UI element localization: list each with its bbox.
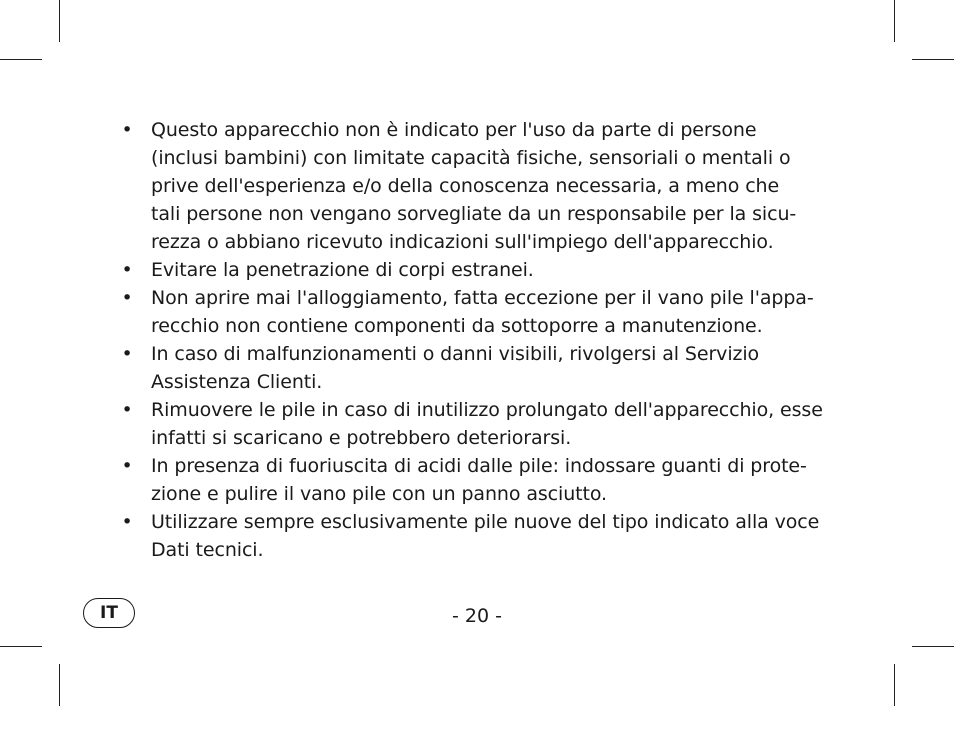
page-number: - 20 - bbox=[452, 605, 502, 627]
crop-mark-bottom-right-horizontal bbox=[912, 646, 954, 647]
list-item bbox=[121, 396, 841, 452]
bullet-text-line: tali persone non vengano sorvegliate da un responsabile per la sicu- bbox=[151, 203, 797, 225]
language-badge: IT bbox=[83, 598, 135, 628]
list-item bbox=[121, 256, 841, 284]
list-item bbox=[121, 452, 841, 508]
bullet-glyph: • bbox=[121, 287, 133, 309]
bullet-text-line: prive dell'esperienza e/o della conoscenza necessaria, a meno che bbox=[151, 175, 780, 197]
bullet-text-line: In presenza di fuoriuscita di acidi dalle pile: indossare guanti di prote- bbox=[151, 455, 807, 477]
bullet-glyph: • bbox=[121, 259, 133, 281]
bullet-text-line: (inclusi bambini) con limitate capacità fisiche, sensoriali o mentali o bbox=[151, 147, 791, 169]
bullet-glyph: • bbox=[121, 119, 133, 141]
crop-mark-bottom-left-vertical bbox=[59, 664, 60, 706]
bullet-text-line: infatti si scaricano e potrebbero deteriorarsi. bbox=[151, 427, 572, 449]
crop-mark-bottom-right-vertical bbox=[894, 664, 895, 706]
crop-mark-top-left-vertical bbox=[59, 0, 60, 42]
crop-mark-top-right-horizontal bbox=[912, 59, 954, 60]
crop-mark-top-left-horizontal bbox=[0, 59, 42, 60]
bullet-text-line: recchio non contiene componenti da sottoporre a manutenzione. bbox=[151, 315, 763, 337]
list-item bbox=[121, 116, 841, 256]
bullet-glyph: • bbox=[121, 343, 133, 365]
bullet-glyph: • bbox=[121, 455, 133, 477]
list-item bbox=[121, 508, 841, 564]
bullet-text-line: Assistenza Clienti. bbox=[151, 371, 323, 393]
bullet-text-line: zione e pulire il vano pile con un panno asciutto. bbox=[151, 483, 607, 505]
list-item bbox=[121, 340, 841, 396]
bullet-glyph: • bbox=[121, 399, 133, 421]
bullet-text-line: Dati tecnici. bbox=[151, 539, 264, 561]
bullet-glyph: • bbox=[121, 511, 133, 533]
safety-instructions bbox=[121, 116, 841, 564]
bullet-text-line: Evitare la penetrazione di corpi estranei. bbox=[151, 259, 534, 281]
crop-mark-top-right-vertical bbox=[894, 0, 895, 42]
bullet-text-line: Questo apparecchio non è indicato per l'uso da parte di persone bbox=[151, 119, 757, 141]
bullet-text-line: Utilizzare sempre esclusivamente pile nuove del tipo indicato alla voce bbox=[151, 511, 820, 533]
bullet-text-line: Rimuovere le pile in caso di inutilizzo prolungato dell'apparecchio, esse bbox=[151, 399, 823, 421]
crop-mark-bottom-left-horizontal bbox=[0, 646, 42, 647]
bullet-text-line: Non aprire mai l'alloggiamento, fatta eccezione per il vano pile l'appa- bbox=[151, 287, 814, 309]
bullet-list bbox=[121, 116, 841, 564]
list-item bbox=[121, 284, 841, 340]
bullet-text-line: rezza o abbiano ricevuto indicazioni sull'impiego dell'apparecchio. bbox=[151, 231, 774, 253]
bullet-text-line: In caso di malfunzionamenti o danni visibili, rivolgersi al Servizio bbox=[151, 343, 760, 365]
